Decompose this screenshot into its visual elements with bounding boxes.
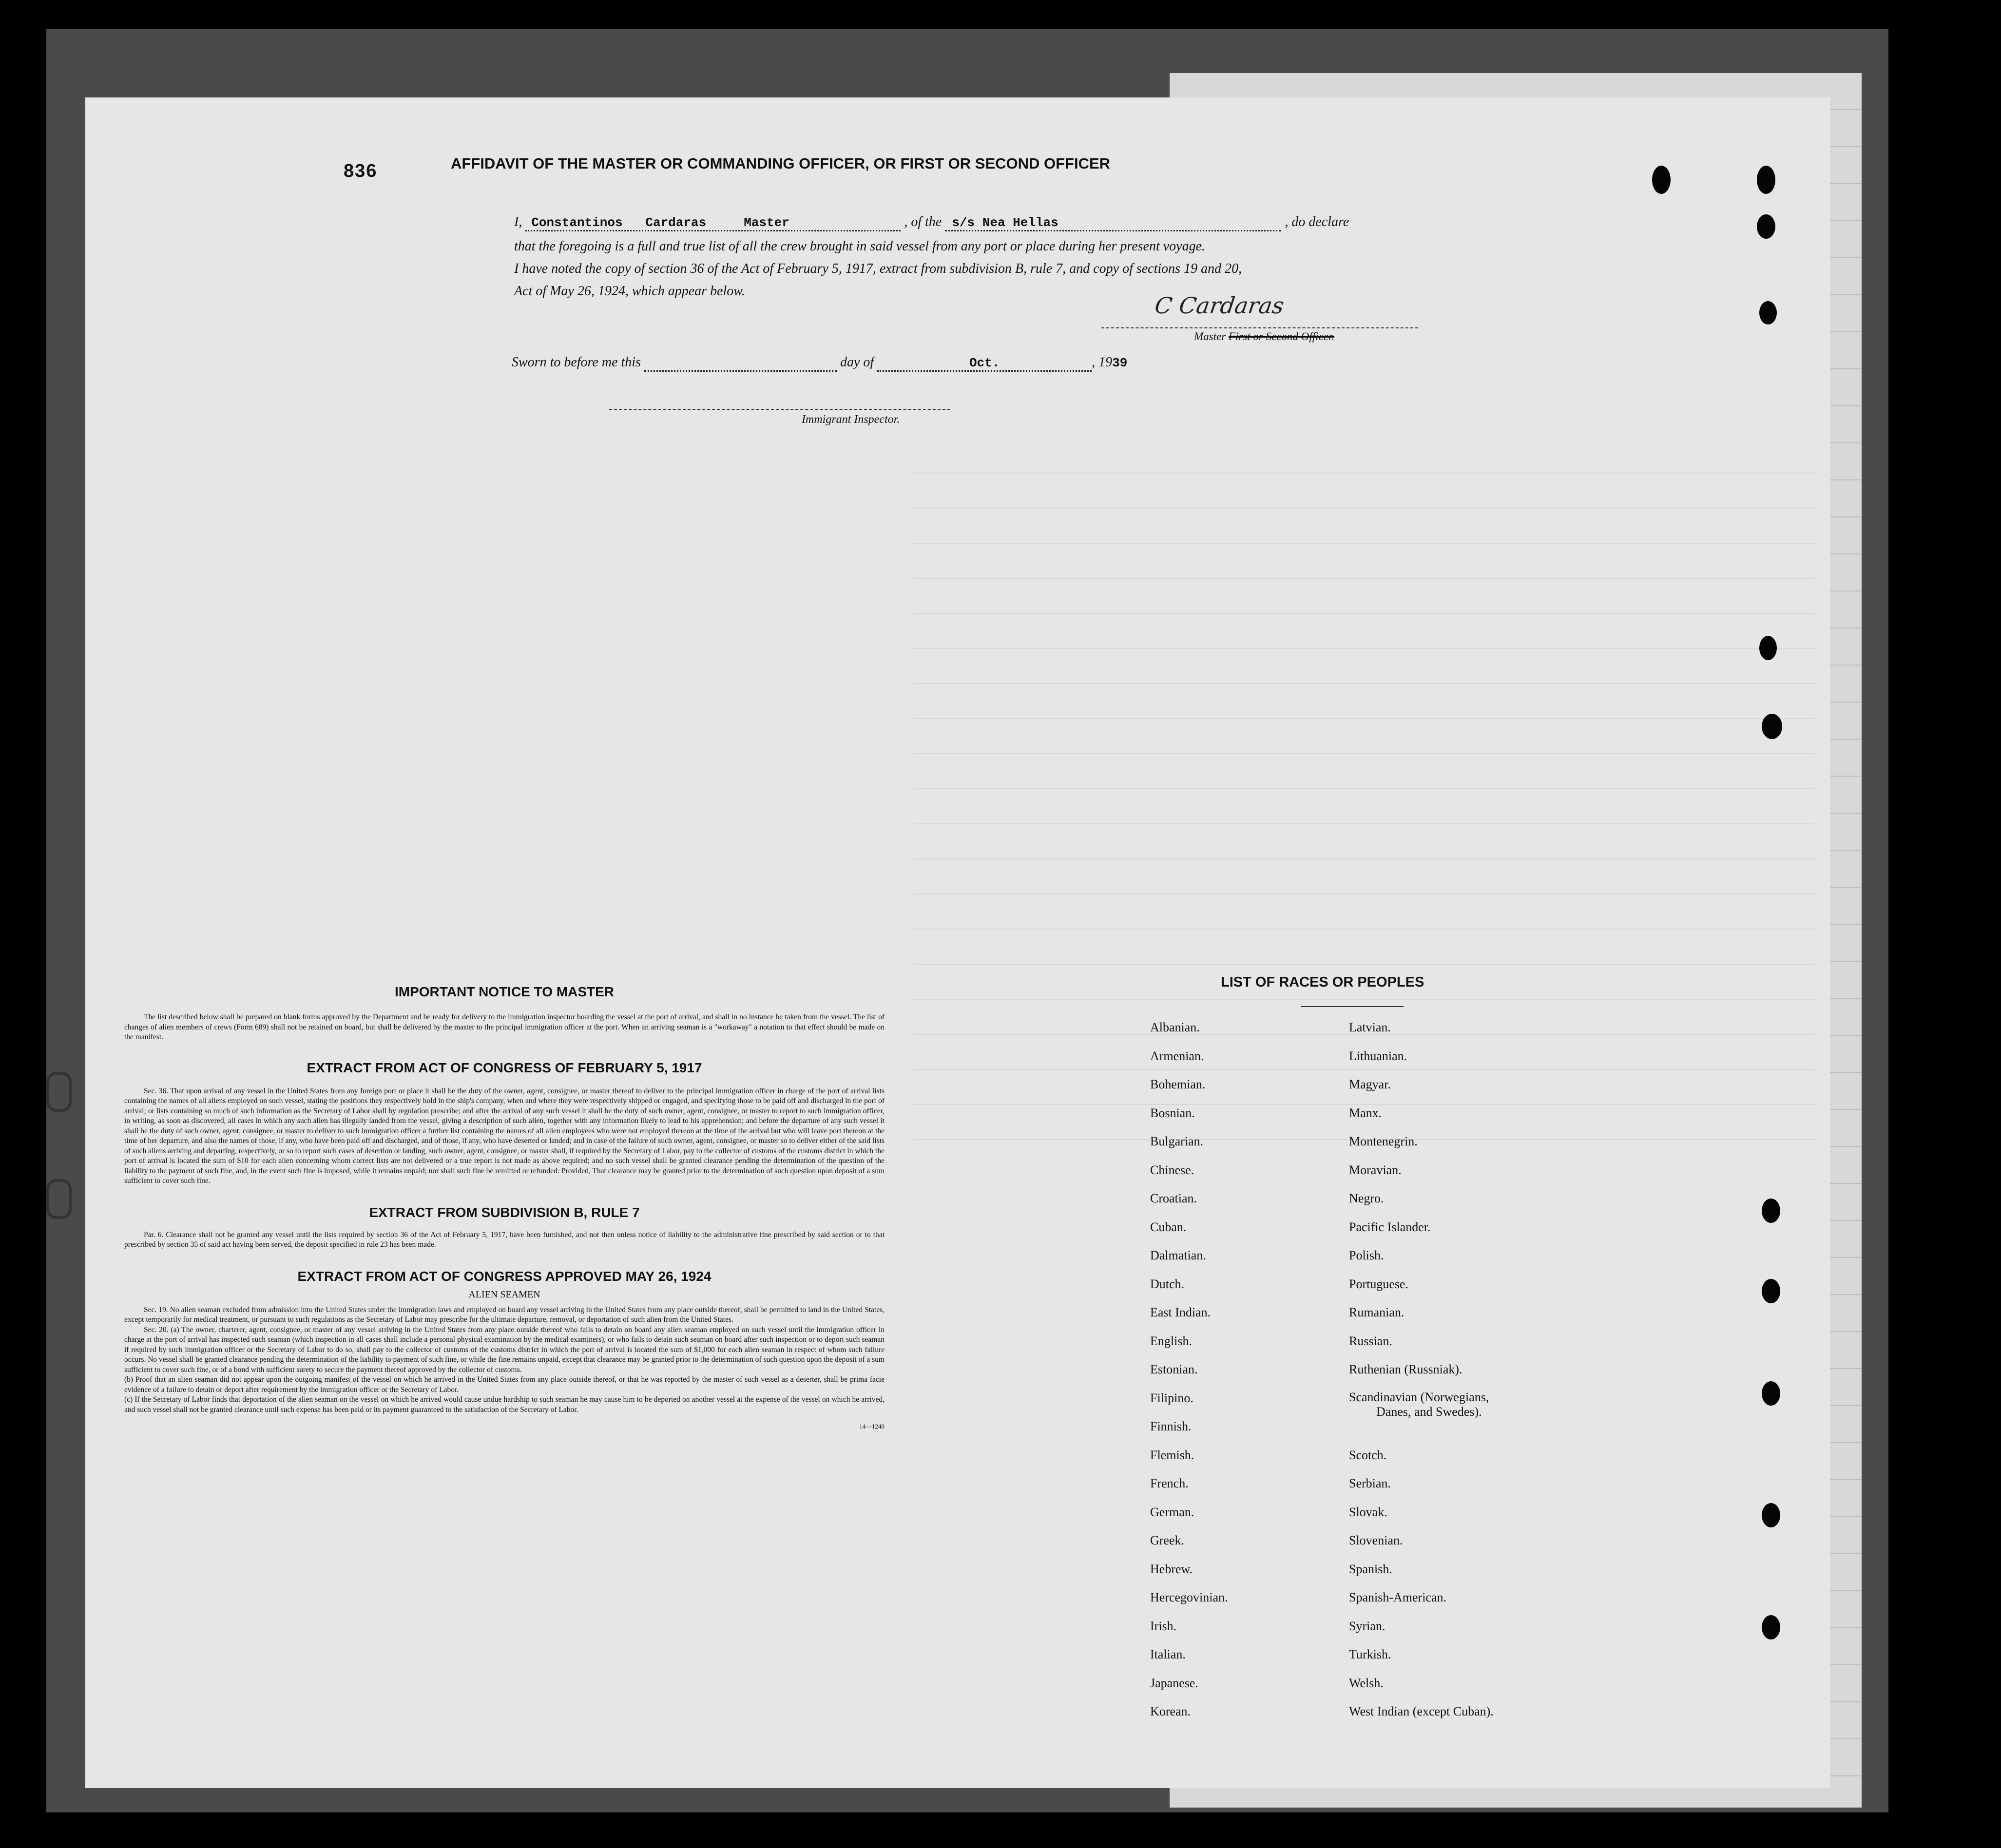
affidavit-title: AFFIDAVIT OF THE MASTER OR COMMANDING OFFICER, OR FIRST OR SECOND OFFICER bbox=[451, 155, 1111, 172]
race-item: Greek. bbox=[1150, 1533, 1185, 1547]
race-item: Serbian. bbox=[1349, 1476, 1391, 1490]
vessel-name: s/s Nea Hellas bbox=[952, 215, 1058, 230]
extract-1924-subtitle: ALIEN SEAMEN bbox=[468, 1289, 540, 1300]
race-item-scandinavian-line-2: Danes, and Swedes). bbox=[1376, 1404, 1482, 1419]
i-label: I, bbox=[514, 214, 522, 229]
race-item: Finnish. bbox=[1150, 1419, 1192, 1433]
binding-ring bbox=[46, 1072, 72, 1112]
races-title-rule bbox=[1301, 1006, 1404, 1007]
race-item: Ruthenian (Russniak). bbox=[1349, 1362, 1462, 1376]
inspector-signature-line bbox=[609, 409, 950, 410]
race-item: Welsh. bbox=[1349, 1676, 1384, 1690]
race-item: Flemish. bbox=[1150, 1448, 1194, 1462]
race-item: Pacific Islander. bbox=[1349, 1219, 1431, 1234]
sworn-label: Sworn to before me this bbox=[512, 355, 641, 370]
race-item: Croatian. bbox=[1150, 1191, 1197, 1205]
race-item: Lithuanian. bbox=[1349, 1048, 1407, 1063]
extract-1917-body: Sec. 36. That upon arrival of any vessel in the United States from any foreign port or place it shall be the duty of the owner, agent, consignee, or master thereof to deliver to the principal immigration officer in charge of the port of arrival lists containing the names of all aliens employed on such vessel, stating the positions they respectively hold in the ship's company, when and where they were respectively shipped or engaged, and specifying those to be paid off and discharged in the port of arrival; or lists containing so much of such information as the Secretary of Labor shall by regulation prescribe; and after the arrival of any such vessel it shall be the duty of such owner, agent, consignee, or master to report to such immigration officer, in writing, as soon as discovered, all cases in which any such alien has illegally landed from the vessel, giving a description of such alien, together with any information likely to lead to his apprehension; and before the departure of any such vessel it shall be the duty of such owner, agent, consignee, or master to deliver to such immigration officer a further list containing the names of all alien employees who were not employed thereon at the time of the arrival but who will leave port thereon at the time of her departure, and also the names of those, if any, who have been paid off and discharged, and of those, if any, who have deserted or landed; and in case of the failure of such owner, agent, consignee, or master so to deliver either of the said lists of such aliens arriving and departing, respectively, or so to report such cases of desertion or landing, such owner, agent, consignee, or master shall, if required by the Secretary of Labor, pay to the collector of customs of the customs district in which the port of arrival is located the sum of $10 for each alien concerning whom correct lists are not delivered or a true report is not made as above required; and no such vessel shall be granted clearance pending the determination of the question of the liability to the payment of such fine, and, in the event such fine is imposed, while it remains unpaid; nor shall such fine be remitted or refunded: Provided, That clearance may be granted prior to the determination of such question upon deposit of a sum sufficient to cover such fine. bbox=[124, 1086, 885, 1185]
race-item: Hebrew. bbox=[1150, 1562, 1193, 1576]
left-text-column bbox=[124, 984, 885, 1430]
punch-hole bbox=[1762, 714, 1782, 739]
extract-1917-title: EXTRACT FROM ACT OF CONGRESS OF FEBRUARY 5, 1917 bbox=[307, 1060, 702, 1075]
sec-20c-body: (c) If the Secretary of Labor finds that deportation of the alien seaman on the vessel on which he arrived would cause undue hardship to such seaman he may cause him to be deported on another vessel at the expense of the vessel on which he arrived, and such vessel shall not be granted clearance until such expense has been paid or its payment guaranteed to the satisfaction of the Secretary of Labor. bbox=[124, 1395, 885, 1414]
race-item: Dalmatian. bbox=[1150, 1248, 1206, 1262]
race-item: Slovak. bbox=[1349, 1505, 1387, 1519]
master-signature: C Cardaras bbox=[1153, 292, 1286, 319]
sworn-line bbox=[512, 355, 1127, 372]
race-item: Estonian. bbox=[1150, 1362, 1198, 1376]
race-item: Albanian. bbox=[1150, 1020, 1200, 1034]
declaration-line-4: Act of May 26, 1924, which appear below. bbox=[514, 284, 745, 299]
race-item: Turkish. bbox=[1349, 1647, 1391, 1661]
caption-master: Master bbox=[1194, 330, 1226, 343]
race-item: Rumanian. bbox=[1349, 1305, 1405, 1319]
race-item-scandinavian-line-1: Scandinavian (Norwegians, bbox=[1349, 1390, 1489, 1404]
race-item: Negro. bbox=[1349, 1191, 1384, 1205]
race-item: Korean. bbox=[1150, 1704, 1191, 1718]
rule-7-title: EXTRACT FROM SUBDIVISION B, RULE 7 bbox=[369, 1204, 640, 1220]
sworn-day-blank bbox=[644, 355, 837, 372]
master-rank: Master bbox=[744, 215, 789, 230]
inspector-caption: Immigrant Inspector. bbox=[802, 413, 900, 426]
day-of-label: day of bbox=[840, 355, 874, 370]
race-item: Scotch. bbox=[1349, 1448, 1387, 1462]
races-title: LIST OF RACES OR PEOPLES bbox=[1221, 974, 1424, 990]
punch-hole bbox=[1757, 166, 1775, 194]
notice-title: IMPORTANT NOTICE TO MASTER bbox=[394, 984, 615, 999]
race-item: Magyar. bbox=[1349, 1077, 1391, 1091]
sworn-month: Oct. bbox=[969, 356, 1000, 370]
binding-ring bbox=[46, 1179, 72, 1219]
punch-hole bbox=[1757, 214, 1775, 239]
race-item: Cuban. bbox=[1150, 1219, 1187, 1234]
do-declare-label: , do declare bbox=[1285, 214, 1349, 229]
race-item: Irish. bbox=[1150, 1619, 1177, 1633]
race-item: Japanese. bbox=[1150, 1676, 1198, 1690]
declaration-line-1 bbox=[514, 214, 1349, 231]
race-item: Spanish. bbox=[1349, 1562, 1392, 1576]
race-item: French. bbox=[1150, 1476, 1189, 1490]
race-item: Italian. bbox=[1150, 1647, 1186, 1661]
punch-hole bbox=[1762, 1381, 1780, 1406]
race-item: Spanish-American. bbox=[1349, 1590, 1447, 1604]
punch-hole bbox=[1652, 166, 1671, 194]
signature-caption bbox=[1194, 330, 1334, 343]
race-item: Slovenian. bbox=[1349, 1533, 1403, 1547]
race-item: Latvian. bbox=[1349, 1020, 1391, 1034]
document-page bbox=[85, 97, 1830, 1788]
race-item-scandinavian bbox=[1349, 1384, 1593, 1441]
form-number: 14—1240 bbox=[859, 1423, 885, 1430]
race-item: Polish. bbox=[1349, 1248, 1384, 1262]
sec-20b-body: (b) Proof that an alien seaman did not appear upon the outgoing manifest of the vessel on which he arrived in the United States from any place outside thereof, or that he was reported by the master of such vessel as a deserter, shall be prima facie evidence of a failure to detain or deport after requirement by the immigration officer or the Secretary of Labor. bbox=[124, 1375, 885, 1394]
signature-line bbox=[1101, 327, 1418, 328]
punch-hole bbox=[1762, 1199, 1780, 1223]
punch-hole bbox=[1762, 1615, 1780, 1639]
races-column-2 bbox=[1349, 1013, 1593, 1726]
punch-hole bbox=[1762, 1503, 1780, 1527]
punch-hole bbox=[1759, 301, 1777, 324]
race-item: Montenegrin. bbox=[1349, 1134, 1418, 1148]
rule-7-body: Par. 6. Clearance shall not be granted any vessel until the lists required by section 36 of the Act of February 5, 1917, have been furnished, and not then unless notice of liability to the administrative fine prescribed by said section or to that prescribed by section 35 of said act having been served, the deposit specified in rule 23 has been made. bbox=[124, 1230, 885, 1249]
race-item: Russian. bbox=[1349, 1334, 1392, 1348]
race-item: Manx. bbox=[1349, 1105, 1382, 1120]
race-item: Bulgarian. bbox=[1150, 1134, 1204, 1148]
race-item: Bosnian. bbox=[1150, 1105, 1195, 1120]
punch-hole bbox=[1759, 636, 1777, 660]
race-item: Moravian. bbox=[1349, 1162, 1402, 1177]
race-item: Hercegovinian. bbox=[1150, 1590, 1228, 1604]
stamp-number: 836 bbox=[344, 161, 378, 181]
race-item: German. bbox=[1150, 1505, 1194, 1519]
extract-1924-title: EXTRACT FROM ACT OF CONGRESS APPROVED MAY 26, 1924 bbox=[297, 1268, 712, 1284]
year-prefix: , 19 bbox=[1092, 355, 1113, 370]
race-item: Armenian. bbox=[1150, 1048, 1204, 1063]
declaration-line-2: that the foregoing is a full and true list of all the crew brought in said vessel from any port or place during her present voyage. bbox=[514, 239, 1206, 254]
race-item: Dutch. bbox=[1150, 1276, 1185, 1291]
of-the-label: , of the bbox=[904, 214, 942, 229]
punch-hole bbox=[1762, 1279, 1780, 1303]
declaration-line-3: I have noted the copy of section 36 of the Act of February 5, 1917, extract from subdivision B, rule 7, and copy of sections 19 and 20, bbox=[514, 261, 1242, 276]
race-item: Bohemian. bbox=[1150, 1077, 1206, 1091]
sworn-year: 39 bbox=[1112, 356, 1128, 370]
race-item: English. bbox=[1150, 1334, 1192, 1348]
race-item: Syrian. bbox=[1349, 1619, 1385, 1633]
race-item: East Indian. bbox=[1150, 1305, 1211, 1319]
master-name: Constantinos Cardaras bbox=[531, 215, 707, 230]
caption-struck-officer: First or Second Officer. bbox=[1228, 330, 1335, 343]
notice-body: The list described below shall be prepared on blank forms approved by the Department and be ready for delivery to the immigration inspector boarding the vessel at the port of arrival, and shall in no instance be taken from the vessel. The list of changes of alien members of crews (Form 689) shall not be retained on board, but shall be delivered by the master to the principal immigration officer at the port. When an arriving seaman is a "workaway" a notation to that effect should be made on the manifest. bbox=[124, 1013, 885, 1041]
race-item: Chinese. bbox=[1150, 1162, 1194, 1177]
races-column-1 bbox=[1150, 1013, 1345, 1726]
race-item: Portuguese. bbox=[1349, 1276, 1409, 1291]
race-item: West Indian (except Cuban). bbox=[1349, 1704, 1494, 1718]
race-item: Filipino. bbox=[1150, 1391, 1193, 1405]
sec-20a-body: Sec. 20. (a) The owner, charterer, agent, consignee, or master of any vessel arriving in the United States from any place outside thereof who fails to detain on board any alien seaman employed on such vessel until the immigration officer in charge at the port of arrival has inspected such seaman (which inspection in all cases shall include a personal physical examination by the medical examiners), or who fails to detain such seaman on board after such inspection or to deport such seaman if required by such immigration officer or the Secretary of Labor to do so, shall pay to the collector of customs of the customs district in which the port of arrival is located the sum of $1,000 for each alien seaman in respect of whom such failure occurs. No vessel shall be granted clearance pending the determination of the liability to payment of such fine, or while the fine remains unpaid, except that clearance may be granted prior to the determination of such question upon the deposit of a sum sufficient to cover such fine, or of a bond with sufficient surety to secure the payment thereof approved by the collector of customs. bbox=[124, 1325, 885, 1374]
sec-19-body: Sec. 19. No alien seaman excluded from admission into the United States under the immigration laws and employed on board any vessel arriving in the United States from any place outside thereof, shall be permitted to land in the United States, except temporarily for medical treatment, or pursuant to such regulations as the Secretary of Labor may prescribe for the ultimate departure, removal, or deportation of such alien from the United States. bbox=[124, 1305, 885, 1324]
